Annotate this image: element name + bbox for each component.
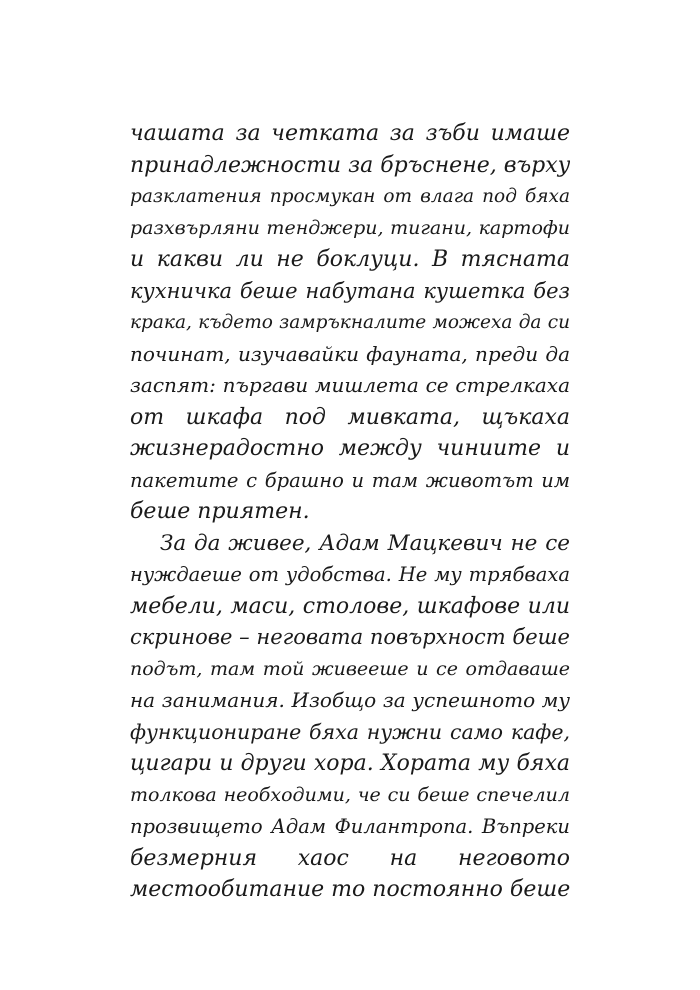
text-line: разклатения просмукан от влага под бяха	[130, 186, 570, 207]
text-line: жизнерадостно между чиниите и	[130, 436, 570, 461]
text-line: принадлежности за бръснене, върху	[130, 152, 570, 178]
text-line: кухничка беше набутана кушетка без	[130, 278, 570, 303]
text-line: крака, където замръкналите можеха да си	[130, 312, 570, 333]
text-line: починат, изучавайки фауната, преди да	[130, 341, 570, 366]
text-line: от шкафа под мивката, щъкаха	[130, 404, 570, 430]
text-line: подът, там той живееше и се отдаваше	[130, 657, 570, 680]
body-text	[130, 118, 570, 906]
text-line: безмерния хаос на неговото	[130, 845, 570, 871]
text-line: заспят: пъргави мишлета се стрелкаха	[130, 373, 570, 397]
text-line: прозвището Адам Филантропа. Въпреки	[130, 815, 570, 838]
paragraph-2	[130, 528, 570, 906]
text-line: на занимания. Изобщо за успешното му	[130, 688, 570, 712]
text-line: толкова необходими, че си беше спечелил	[130, 783, 570, 806]
text-line: скринове – неговата повърхност беше	[130, 625, 570, 649]
text-line: функциониране бяха нужни само кафе,	[130, 719, 570, 744]
text-line: мебели, маси, столове, шкафове или	[130, 593, 570, 619]
text-line: За да живее, Адам Мацкевич не се	[160, 530, 570, 556]
text-line: беше приятен.	[130, 499, 310, 524]
text-line: чашата за четката за зъби имаше	[130, 121, 570, 146]
text-line: пакетите с брашно и там животът им	[130, 468, 570, 492]
text-line: нуждаеше от удобства. Не му трябваха	[130, 563, 570, 586]
text-line: местообитание то постоянно беше	[130, 877, 570, 902]
text-line: цигари и други хора. Хората му бяха	[130, 751, 570, 776]
paragraph-1	[130, 118, 570, 528]
text-line: разхвърляни тенджери, тигани, картофи	[130, 216, 570, 239]
text-line: и какви ли не боклуци. В тясната	[130, 247, 570, 272]
